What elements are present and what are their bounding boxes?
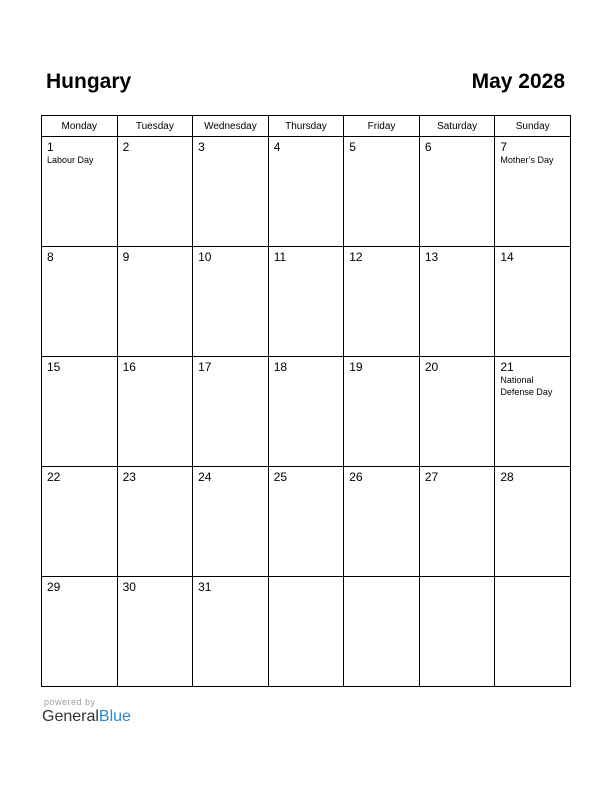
day-number: 18 <box>273 360 288 374</box>
day-cell <box>268 467 344 577</box>
footer-brand <box>42 697 131 727</box>
weekday-header-row <box>42 116 571 137</box>
day-cell-content <box>42 357 117 466</box>
day-number: 19 <box>349 360 363 374</box>
day-cell <box>117 247 193 357</box>
weekday-header: Sunday <box>495 116 571 137</box>
day-cell <box>419 467 495 577</box>
day-number: 21 <box>500 360 514 374</box>
day-number: 28 <box>500 470 514 484</box>
day-cell-content <box>344 357 419 466</box>
day-number: 6 <box>424 140 432 154</box>
day-cell-content <box>495 577 570 686</box>
week-row <box>42 137 571 247</box>
day-cell-content <box>118 577 193 686</box>
day-cell <box>193 247 269 357</box>
day-number: 4 <box>273 140 281 154</box>
day-cell <box>268 137 344 247</box>
day-cell-content <box>420 357 495 466</box>
day-number: 22 <box>47 470 61 484</box>
calendar-grid <box>41 115 571 687</box>
day-number: 8 <box>47 250 54 264</box>
day-cell <box>268 247 344 357</box>
month-title: May 2028 <box>471 70 565 93</box>
day-number: 24 <box>198 470 212 484</box>
day-cell-content <box>193 357 268 466</box>
week-row <box>42 357 571 467</box>
brand-blue: Blue <box>98 708 131 725</box>
day-cell-content <box>269 467 344 576</box>
weekday-header: Thursday <box>268 116 344 137</box>
day-cell <box>42 137 118 247</box>
weekday-header: Tuesday <box>117 116 193 137</box>
week-row <box>42 577 571 687</box>
day-cell-content <box>495 467 570 576</box>
day-cell-content <box>118 357 193 466</box>
day-number: 23 <box>122 470 136 484</box>
day-cell-content <box>118 467 193 576</box>
day-cell <box>344 577 420 687</box>
day-cell <box>117 467 193 577</box>
day-number: 20 <box>424 360 439 374</box>
day-number: 15 <box>47 360 61 374</box>
day-cell <box>42 467 118 577</box>
day-cell <box>344 467 420 577</box>
day-cell <box>117 577 193 687</box>
day-cell <box>495 247 571 357</box>
day-cell-content <box>269 577 344 686</box>
weekday-header: Wednesday <box>193 116 269 137</box>
day-cell <box>42 577 118 687</box>
day-number: 17 <box>198 360 212 374</box>
day-number: 1 <box>47 140 54 154</box>
day-number: 11 <box>273 250 287 264</box>
holiday-label: Labour Day <box>47 155 94 165</box>
day-cell-content <box>495 357 570 466</box>
day-number: 7 <box>500 140 508 154</box>
day-cell-content <box>420 137 495 246</box>
day-cell-content <box>269 137 344 246</box>
day-number: 30 <box>122 580 136 594</box>
day-cell-content <box>42 137 117 246</box>
day-cell <box>344 137 420 247</box>
day-number: 14 <box>500 250 514 264</box>
day-cell-content <box>495 247 570 356</box>
day-cell <box>193 467 269 577</box>
day-cell-content <box>193 247 268 356</box>
day-cell-content <box>344 577 419 686</box>
day-number: 3 <box>198 140 205 154</box>
generalblue-logo <box>42 707 131 727</box>
weekday-header: Monday <box>42 116 118 137</box>
brand-general: General <box>42 708 99 725</box>
day-number: 26 <box>349 470 363 484</box>
holiday-label: Mother’s Day <box>500 155 554 165</box>
calendar-body <box>42 137 571 687</box>
weekday-header: Friday <box>344 116 420 137</box>
day-cell <box>419 247 495 357</box>
day-cell <box>344 247 420 357</box>
day-number: 9 <box>122 250 130 264</box>
week-row <box>42 247 571 357</box>
day-number: 13 <box>424 250 439 264</box>
day-number: 12 <box>349 250 363 264</box>
day-cell <box>42 247 118 357</box>
day-cell-content <box>42 247 117 356</box>
day-cell-content <box>42 467 117 576</box>
day-cell <box>193 137 269 247</box>
day-cell-content <box>420 467 495 576</box>
day-cell-content <box>344 467 419 576</box>
day-cell-content <box>269 247 344 356</box>
country-title: Hungary <box>46 70 132 93</box>
day-cell <box>495 467 571 577</box>
calendar-header <box>41 70 571 100</box>
day-cell <box>268 577 344 687</box>
day-number: 16 <box>122 360 136 374</box>
day-cell <box>495 577 571 687</box>
day-number: 29 <box>47 580 61 594</box>
day-cell <box>419 357 495 467</box>
day-cell-content <box>193 467 268 576</box>
day-cell <box>193 577 269 687</box>
holiday-label: National Defense Day <box>500 375 553 397</box>
day-number: 25 <box>273 470 288 484</box>
day-number: 5 <box>349 140 356 154</box>
day-cell <box>495 357 571 467</box>
week-row <box>42 467 571 577</box>
day-cell <box>193 357 269 467</box>
day-cell-content <box>420 577 495 686</box>
day-cell-content <box>193 577 268 686</box>
weekday-header: Saturday <box>419 116 495 137</box>
day-cell-content <box>420 247 495 356</box>
day-number: 2 <box>122 140 130 154</box>
day-cell <box>42 357 118 467</box>
day-cell-content <box>269 357 344 466</box>
day-cell-content <box>344 137 419 246</box>
day-cell <box>495 137 571 247</box>
day-cell <box>344 357 420 467</box>
day-number: 10 <box>198 250 212 264</box>
day-cell-content <box>193 137 268 246</box>
day-cell-content <box>495 137 570 246</box>
day-cell <box>117 137 193 247</box>
day-cell-content <box>42 577 117 686</box>
day-number: 27 <box>424 470 439 484</box>
day-cell-content <box>344 247 419 356</box>
day-number: 31 <box>198 580 212 594</box>
day-cell-content <box>118 247 193 356</box>
day-cell-content <box>118 137 193 246</box>
day-cell <box>419 137 495 247</box>
powered-by-text: powered by <box>44 697 96 707</box>
day-cell <box>117 357 193 467</box>
day-cell <box>268 357 344 467</box>
day-cell <box>419 577 495 687</box>
